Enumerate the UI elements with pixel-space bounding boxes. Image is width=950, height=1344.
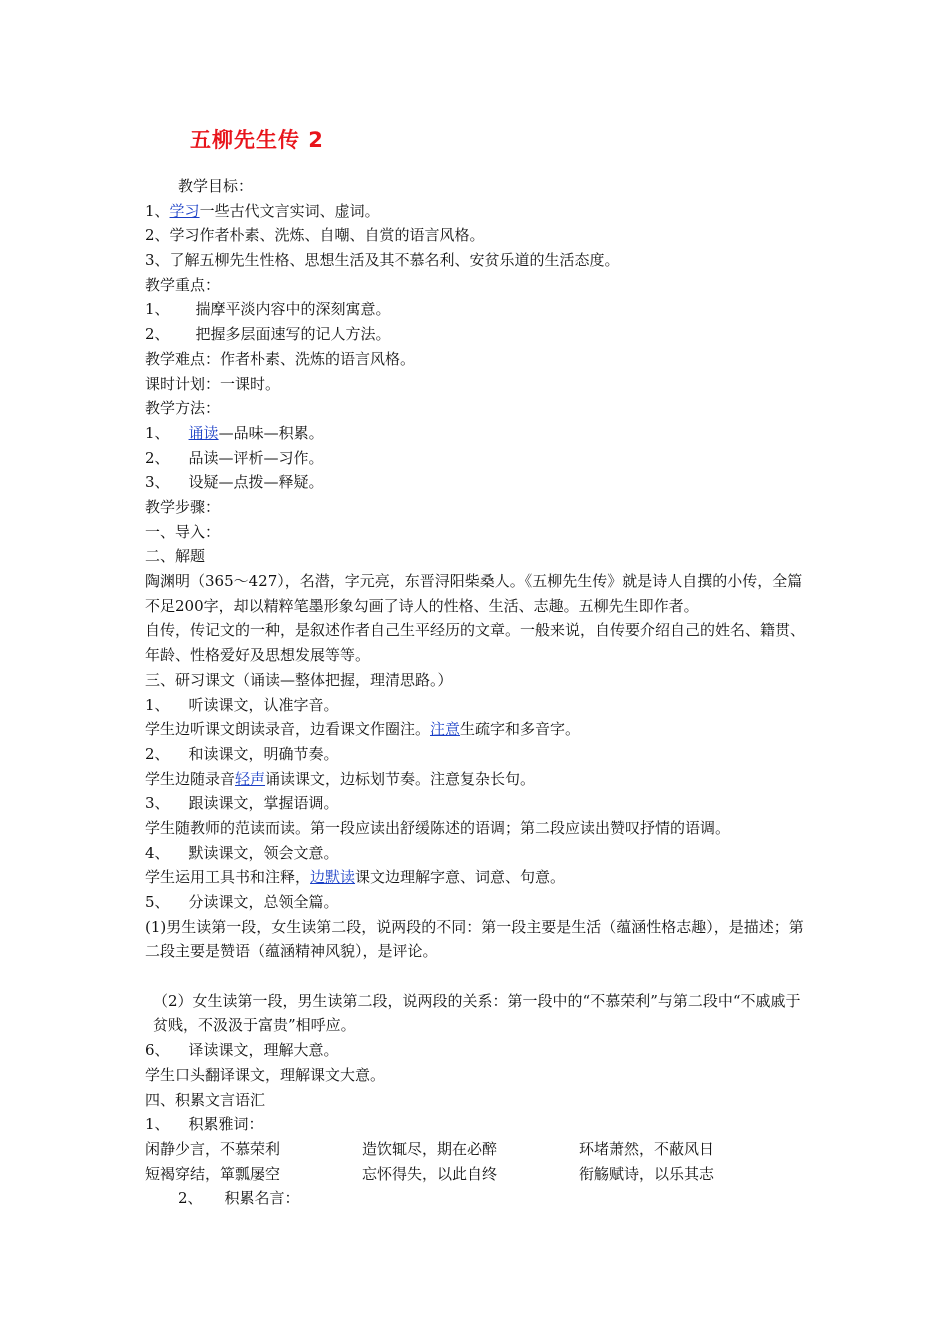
reading-3-desc: 学生随教师的范读而读。第一段应读出舒缓陈述的语调；第二段应读出赞叹抒情的语调。: [145, 818, 731, 837]
word-phrase: 造饮辄尽，期在必醉: [362, 1139, 498, 1158]
reading-3: [145, 791, 815, 816]
goal-1-text: 一些古代文言实词、虚词。: [199, 201, 380, 220]
reading-3-num: 3、: [145, 794, 170, 813]
step-4: 四、积累文言语汇: [145, 1090, 266, 1109]
link-qingsheng[interactable]: 轻声: [235, 769, 266, 788]
reading-2-desc-pre: 学生边随录音: [145, 769, 236, 788]
reading-1-desc-post: 生疏字和多音字。: [460, 720, 581, 739]
reading-5-part-1: (1)男生读第一段，女生读第二段，说两段的不同：第一段主要是生活（蕴涵性格志趣），是描述；第二段主要是赞语（蕴涵精神风貌），是评论。: [145, 917, 804, 961]
reading-1-num: 1、: [145, 695, 170, 714]
reading-2: [145, 742, 815, 767]
key-point-1-num: 1、: [145, 300, 170, 319]
key-point-1-text: 揣摩平淡内容中的深刻寓意。: [195, 300, 391, 319]
reading-5: [145, 890, 815, 915]
words-row-2: [145, 1162, 815, 1187]
document-body: [145, 174, 815, 1211]
word-phrase: 忘怀得失，以此自终: [362, 1164, 498, 1183]
reading-5-num: 5、: [145, 893, 170, 911]
link-zhuyi[interactable]: 注意: [430, 720, 461, 739]
goal-2: 2、学习作者朴素、洗炼、自嘲、自赏的语言风格。: [145, 226, 485, 245]
schedule: 课时计划：一课时。: [145, 374, 281, 393]
reading-4-desc-post: 课文边理解字意、词意、句意。: [355, 868, 566, 887]
document-title: 五柳先生传 2: [190, 128, 324, 152]
key-point-2-text: 把握多层面速写的记人方法。: [195, 325, 391, 344]
accumulate-2: [145, 1186, 815, 1211]
word-phrase: 衔觞赋诗，以乐其志: [579, 1164, 715, 1183]
link-xuexi[interactable]: 学习: [169, 201, 200, 220]
method-2-num: 2、: [145, 448, 170, 467]
reading-6-num: 6、: [145, 1041, 170, 1060]
blank-line: [145, 964, 815, 989]
method-3-text: 设疑—点拨—释疑。: [188, 473, 324, 492]
method-3-num: 3、: [145, 473, 170, 492]
reading-4-desc-pre: 学生运用工具书和注释，: [145, 868, 311, 887]
accumulate-2-num: 2、: [178, 1189, 203, 1208]
method-3: [145, 470, 815, 495]
accumulate-2-text: 积累名言：: [224, 1189, 300, 1208]
paragraph-author: 陶渊明（365～427），名潜，字元亮，东晋浔阳柴桑人。《五柳先生传》就是诗人自撰的小传，全篇不足200字，却以精粹笔墨形象勾画了诗人的性格、生活、志趣。五柳先生即作者。: [145, 572, 803, 615]
reading-4: [145, 841, 815, 866]
word-phrase: 短褐穿结，箪瓢屡空: [145, 1164, 281, 1183]
accumulate-1-num: 1、: [145, 1115, 170, 1134]
reading-1-text: 听读课文，认准字音。: [188, 695, 339, 714]
reading-2-text: 和读课文，明确节奏。: [188, 744, 339, 763]
reading-4-text: 默读课文，领会文意。: [188, 843, 339, 862]
reading-5-text: 分读课文，总领全篇。: [188, 893, 339, 911]
words-row-1: [145, 1137, 815, 1162]
reading-6-desc: 学生口头翻译课文，理解课文大意。: [145, 1065, 386, 1084]
reading-4-desc: [145, 865, 815, 890]
goal-1: [145, 199, 815, 224]
method-1-num: 1、: [145, 423, 170, 442]
steps-heading: 教学步骤：: [145, 497, 221, 516]
step-2: 二、解题: [145, 547, 206, 566]
step-1: 一、导入：: [145, 522, 221, 541]
goal-3: 3、了解五柳先生性格、思想生活及其不慕名利、安贫乐道的生活态度。: [145, 251, 620, 270]
key-point-2-num: 2、: [145, 325, 170, 344]
reading-6: [145, 1038, 815, 1063]
step-3: 三、研习课文（诵读—整体把握，理清思路。）: [145, 670, 453, 689]
reading-1-desc: [145, 717, 815, 742]
methods-heading: 教学方法：: [145, 399, 221, 418]
key-points-heading: 教学重点：: [145, 275, 221, 294]
accumulate-1: [145, 1112, 815, 1137]
reading-2-num: 2、: [145, 744, 170, 763]
key-point-2: [145, 322, 815, 347]
reading-2-desc: [145, 767, 815, 792]
reading-2-desc-post: 诵读课文，边标划节奏。注意复杂长句。: [265, 769, 536, 788]
reading-5-part-2: （2）女生读第一段，男生读第二段，说两段的关系：第一段中的“不慕荣利”与第二段中“不戚戚于贫贱，不汲汲于富贵”相呼应。: [153, 991, 801, 1035]
reading-1-desc-pre: 学生边听课文朗读录音，边看课文作圈注。: [145, 720, 431, 739]
difficulty: 教学难点：作者朴素、洗炼的语言风格。: [145, 349, 416, 368]
paragraph-autobiography: 自传，传记文的一种，是叙述作者自己生平经历的文章。一般来说，自传要介绍自己的姓名、籍贯、年龄、性格爱好及思想发展等等。: [145, 621, 806, 665]
reading-1: [145, 693, 815, 718]
key-point-1: [145, 297, 815, 322]
method-2: [145, 446, 815, 471]
link-songdu[interactable]: 诵读: [188, 423, 219, 442]
reading-6-text: 译读课文，理解大意。: [188, 1041, 339, 1060]
goals-heading: 教学目标：: [178, 177, 254, 195]
word-phrase: 闲静少言，不慕荣利: [145, 1139, 281, 1158]
word-phrase: 环堵萧然，不蔽风日: [579, 1139, 715, 1158]
method-1-text: —品味—积累。: [218, 423, 324, 442]
reading-4-num: 4、: [145, 843, 170, 862]
method-2-text: 品读—评析—习作。: [188, 448, 324, 467]
accumulate-1-text: 积累雅词：: [188, 1115, 264, 1134]
method-1: [145, 421, 815, 446]
link-bianmodu[interactable]: 边默读: [310, 868, 356, 887]
reading-3-text: 跟读课文，掌握语调。: [188, 794, 339, 813]
goal-1-num: 1、: [145, 201, 170, 220]
